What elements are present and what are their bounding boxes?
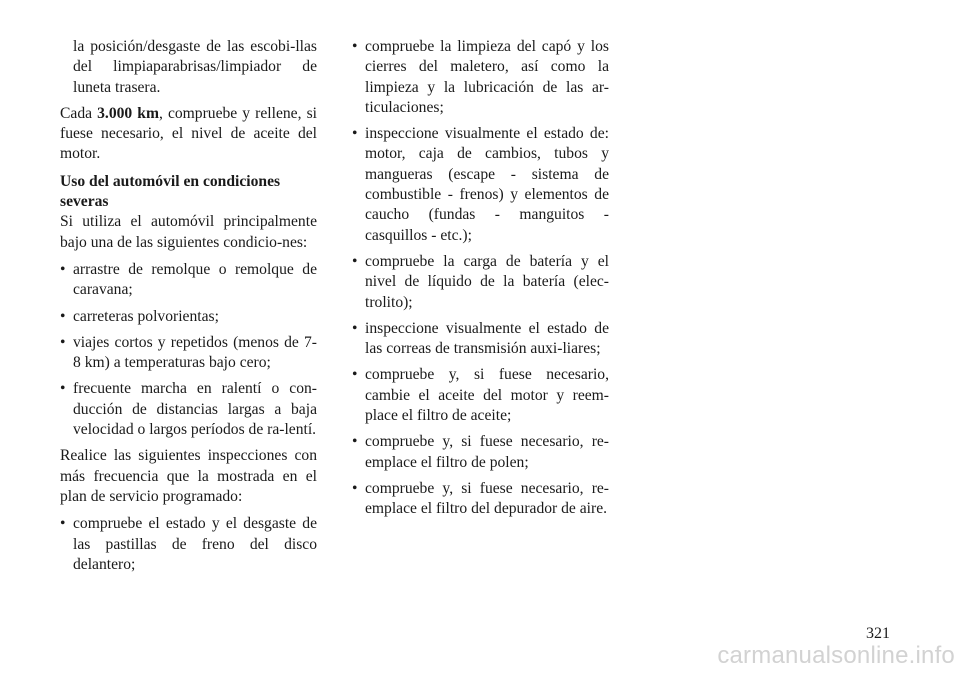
right-column [352, 37, 609, 526]
interval-value: 3.000 km [97, 104, 159, 122]
list-item: • compruebe el estado y el desgaste de las pastillas de freno del disco delantero; [60, 514, 317, 575]
interval-paragraph [60, 104, 317, 165]
list-item: • compruebe y, si fuese necesario, re-emplace el filtro del depurador de aire. [352, 479, 609, 520]
list-item: • viajes cortos y repetidos (menos de 7-8 km) a temperaturas bajo cero; [60, 333, 317, 374]
list-item: • compruebe la carga de batería y el nivel de líquido de la batería (elec-trolito); [352, 252, 609, 313]
continuation-text: la posición/desgaste de las escobi-llas del limpiaparabrisas/limpiador de luneta trasera. [73, 38, 317, 96]
conditions-list [60, 260, 317, 440]
section-heading: Uso del automóvil en condiciones severas [60, 172, 281, 211]
inspections-list-left [60, 514, 317, 575]
interval-prefix: Cada [60, 104, 98, 122]
list-item: • compruebe y, si fuese necesario, re-emplace el filtro de polen; [352, 432, 609, 473]
page-number: 321 [866, 625, 890, 642]
left-column [60, 37, 317, 581]
list-item: • inspeccione visualmente el estado de: motor, caja de cambios, tubos y mangueras (escape - sistema de combustible - frenos) y elementos de caucho (fundas - manguitos - casquillos - etc.); [352, 124, 609, 246]
inspections-intro: Realice las siguientes inspecciones con más frecuencia que la mostrada en el plan de servicio programado: [60, 447, 317, 505]
interval-suffix: , compruebe y rellene, si fuese necesario, el nivel de aceite del motor. [60, 104, 317, 163]
list-item: • compruebe y, si fuese necesario, cambie el aceite del motor y reem-place el filtro de aceite; [352, 365, 609, 426]
conditions-intro: Si utiliza el automóvil principalmente bajo una de las siguientes condicio-nes: [60, 213, 317, 251]
list-item: • frecuente marcha en ralentí o con-ducción de distancias largas a baja velocidad o largos períodos de ra-lentí. [60, 379, 317, 440]
inspections-list-right [352, 37, 609, 520]
list-item: • carreteras polvorientas; [60, 307, 317, 327]
list-item: • inspeccione visualmente el estado de las correas de transmisión auxi-liares; [352, 319, 609, 360]
watermark: carmanualsonline.info [717, 642, 955, 669]
list-item: • arrastre de remolque o remolque de caravana; [60, 260, 317, 301]
list-item: • compruebe la limpieza del capó y los cierres del maletero, así como la limpieza y la lubricación de las ar-ticulaciones; [352, 37, 609, 118]
